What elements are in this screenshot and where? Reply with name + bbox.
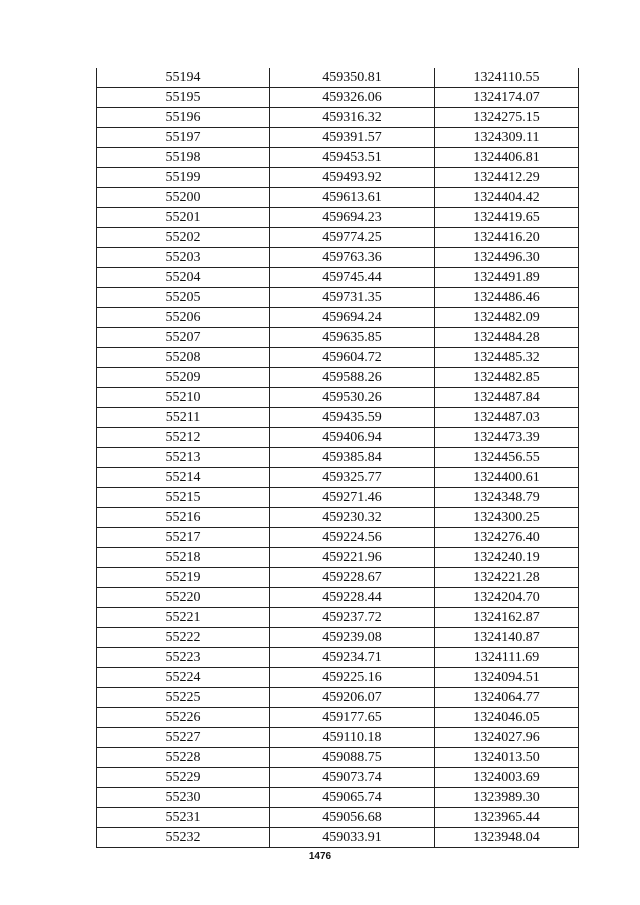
y-coordinate-cell: 1324416.20 — [435, 228, 579, 248]
y-coordinate-cell: 1324221.28 — [435, 568, 579, 588]
y-coordinate-cell: 1324094.51 — [435, 668, 579, 688]
x-coordinate-cell: 459745.44 — [270, 268, 435, 288]
x-coordinate-cell: 459228.44 — [270, 588, 435, 608]
y-coordinate-cell: 1324486.46 — [435, 288, 579, 308]
x-coordinate-cell: 459234.71 — [270, 648, 435, 668]
y-coordinate-cell: 1324300.25 — [435, 508, 579, 528]
table-row — [97, 828, 579, 848]
point-id-cell: 55201 — [97, 208, 270, 228]
y-coordinate-cell: 1324456.55 — [435, 448, 579, 468]
y-coordinate-cell: 1324404.42 — [435, 188, 579, 208]
point-id-cell: 55223 — [97, 648, 270, 668]
x-coordinate-cell: 459493.92 — [270, 168, 435, 188]
table-row — [97, 68, 579, 88]
x-coordinate-cell: 459604.72 — [270, 348, 435, 368]
point-id-cell: 55198 — [97, 148, 270, 168]
y-coordinate-cell: 1324482.09 — [435, 308, 579, 328]
x-coordinate-cell: 459225.16 — [270, 668, 435, 688]
x-coordinate-cell: 459177.65 — [270, 708, 435, 728]
point-id-cell: 55208 — [97, 348, 270, 368]
y-coordinate-cell: 1324348.79 — [435, 488, 579, 508]
point-id-cell: 55220 — [97, 588, 270, 608]
point-id-cell: 55207 — [97, 328, 270, 348]
y-coordinate-cell: 1324140.87 — [435, 628, 579, 648]
y-coordinate-cell: 1324473.39 — [435, 428, 579, 448]
y-coordinate-cell: 1324111.69 — [435, 648, 579, 668]
x-coordinate-cell: 459224.56 — [270, 528, 435, 548]
x-coordinate-cell: 459385.84 — [270, 448, 435, 468]
point-id-cell: 55222 — [97, 628, 270, 648]
y-coordinate-cell: 1323948.04 — [435, 828, 579, 848]
table-row — [97, 548, 579, 568]
point-id-cell: 55200 — [97, 188, 270, 208]
table-row — [97, 748, 579, 768]
y-coordinate-cell: 1324487.03 — [435, 408, 579, 428]
x-coordinate-cell: 459237.72 — [270, 608, 435, 628]
point-id-cell: 55209 — [97, 368, 270, 388]
point-id-cell: 55229 — [97, 768, 270, 788]
y-coordinate-cell: 1324412.29 — [435, 168, 579, 188]
point-id-cell: 55216 — [97, 508, 270, 528]
point-id-cell: 55214 — [97, 468, 270, 488]
y-coordinate-cell: 1324309.11 — [435, 128, 579, 148]
point-id-cell: 55203 — [97, 248, 270, 268]
table-row — [97, 728, 579, 748]
y-coordinate-cell: 1324240.19 — [435, 548, 579, 568]
y-coordinate-cell: 1324491.89 — [435, 268, 579, 288]
x-coordinate-cell: 459774.25 — [270, 228, 435, 248]
point-id-cell: 55224 — [97, 668, 270, 688]
table-row — [97, 528, 579, 548]
y-coordinate-cell: 1324064.77 — [435, 688, 579, 708]
table-row — [97, 308, 579, 328]
table-row — [97, 488, 579, 508]
table-row — [97, 128, 579, 148]
table-row — [97, 168, 579, 188]
table-row — [97, 588, 579, 608]
point-id-cell: 55213 — [97, 448, 270, 468]
y-coordinate-cell: 1324162.87 — [435, 608, 579, 628]
y-coordinate-cell: 1324027.96 — [435, 728, 579, 748]
x-coordinate-cell: 459088.75 — [270, 748, 435, 768]
point-id-cell: 55205 — [97, 288, 270, 308]
table-row — [97, 148, 579, 168]
x-coordinate-cell: 459230.32 — [270, 508, 435, 528]
y-coordinate-cell: 1324487.84 — [435, 388, 579, 408]
y-coordinate-cell: 1323989.30 — [435, 788, 579, 808]
table-row — [97, 668, 579, 688]
y-coordinate-cell: 1324482.85 — [435, 368, 579, 388]
table-row — [97, 368, 579, 388]
point-id-cell: 55218 — [97, 548, 270, 568]
table-row — [97, 628, 579, 648]
coordinate-table — [96, 68, 579, 848]
y-coordinate-cell: 1324276.40 — [435, 528, 579, 548]
y-coordinate-cell: 1324003.69 — [435, 768, 579, 788]
point-id-cell: 55195 — [97, 88, 270, 108]
y-coordinate-cell: 1324275.15 — [435, 108, 579, 128]
table-row — [97, 408, 579, 428]
table-row — [97, 288, 579, 308]
x-coordinate-cell: 459325.77 — [270, 468, 435, 488]
point-id-cell: 55219 — [97, 568, 270, 588]
point-id-cell: 55206 — [97, 308, 270, 328]
x-coordinate-cell: 459530.26 — [270, 388, 435, 408]
table-row — [97, 468, 579, 488]
table-row — [97, 88, 579, 108]
point-id-cell: 55211 — [97, 408, 270, 428]
table-row — [97, 568, 579, 588]
x-coordinate-cell: 459635.85 — [270, 328, 435, 348]
x-coordinate-cell: 459056.68 — [270, 808, 435, 828]
point-id-cell: 55202 — [97, 228, 270, 248]
point-id-cell: 55232 — [97, 828, 270, 848]
table-row — [97, 648, 579, 668]
table-row — [97, 708, 579, 728]
point-id-cell: 55204 — [97, 268, 270, 288]
table-row — [97, 448, 579, 468]
table-row — [97, 348, 579, 368]
point-id-cell: 55227 — [97, 728, 270, 748]
x-coordinate-cell: 459110.18 — [270, 728, 435, 748]
x-coordinate-cell: 459065.74 — [270, 788, 435, 808]
y-coordinate-cell: 1324013.50 — [435, 748, 579, 768]
y-coordinate-cell: 1323965.44 — [435, 808, 579, 828]
x-coordinate-cell: 459239.08 — [270, 628, 435, 648]
table-row — [97, 228, 579, 248]
y-coordinate-cell: 1324496.30 — [435, 248, 579, 268]
x-coordinate-cell: 459588.26 — [270, 368, 435, 388]
point-id-cell: 55225 — [97, 688, 270, 708]
point-id-cell: 55221 — [97, 608, 270, 628]
point-id-cell: 55231 — [97, 808, 270, 828]
table-row — [97, 328, 579, 348]
page-number: 1476 — [308, 851, 332, 862]
point-id-cell: 55210 — [97, 388, 270, 408]
y-coordinate-cell: 1324110.55 — [435, 68, 579, 88]
table-row — [97, 428, 579, 448]
point-id-cell: 55199 — [97, 168, 270, 188]
y-coordinate-cell: 1324174.07 — [435, 88, 579, 108]
point-id-cell: 55194 — [97, 68, 270, 88]
y-coordinate-cell: 1324485.32 — [435, 348, 579, 368]
x-coordinate-cell: 459391.57 — [270, 128, 435, 148]
table-row — [97, 688, 579, 708]
point-id-cell: 55215 — [97, 488, 270, 508]
point-id-cell: 55230 — [97, 788, 270, 808]
y-coordinate-cell: 1324406.81 — [435, 148, 579, 168]
x-coordinate-cell: 459271.46 — [270, 488, 435, 508]
table-row — [97, 768, 579, 788]
x-coordinate-cell: 459206.07 — [270, 688, 435, 708]
table-row — [97, 108, 579, 128]
x-coordinate-cell: 459221.96 — [270, 548, 435, 568]
y-coordinate-cell: 1324419.65 — [435, 208, 579, 228]
table-row — [97, 268, 579, 288]
x-coordinate-cell: 459228.67 — [270, 568, 435, 588]
x-coordinate-cell: 459694.23 — [270, 208, 435, 228]
y-coordinate-cell: 1324046.05 — [435, 708, 579, 728]
coordinate-table-body — [97, 68, 579, 848]
x-coordinate-cell: 459731.35 — [270, 288, 435, 308]
x-coordinate-cell: 459435.59 — [270, 408, 435, 428]
table-row — [97, 188, 579, 208]
y-coordinate-cell: 1324484.28 — [435, 328, 579, 348]
point-id-cell: 55196 — [97, 108, 270, 128]
x-coordinate-cell: 459694.24 — [270, 308, 435, 328]
table-row — [97, 788, 579, 808]
x-coordinate-cell: 459316.32 — [270, 108, 435, 128]
x-coordinate-cell: 459073.74 — [270, 768, 435, 788]
x-coordinate-cell: 459763.36 — [270, 248, 435, 268]
point-id-cell: 55212 — [97, 428, 270, 448]
y-coordinate-cell: 1324400.61 — [435, 468, 579, 488]
table-row — [97, 608, 579, 628]
table-row — [97, 808, 579, 828]
table-row — [97, 388, 579, 408]
x-coordinate-cell: 459406.94 — [270, 428, 435, 448]
point-id-cell: 55197 — [97, 128, 270, 148]
x-coordinate-cell: 459613.61 — [270, 188, 435, 208]
x-coordinate-cell: 459033.91 — [270, 828, 435, 848]
point-id-cell: 55217 — [97, 528, 270, 548]
table-row — [97, 508, 579, 528]
x-coordinate-cell: 459453.51 — [270, 148, 435, 168]
x-coordinate-cell: 459350.81 — [270, 68, 435, 88]
y-coordinate-cell: 1324204.70 — [435, 588, 579, 608]
point-id-cell: 55226 — [97, 708, 270, 728]
x-coordinate-cell: 459326.06 — [270, 88, 435, 108]
table-row — [97, 208, 579, 228]
table-row — [97, 248, 579, 268]
point-id-cell: 55228 — [97, 748, 270, 768]
